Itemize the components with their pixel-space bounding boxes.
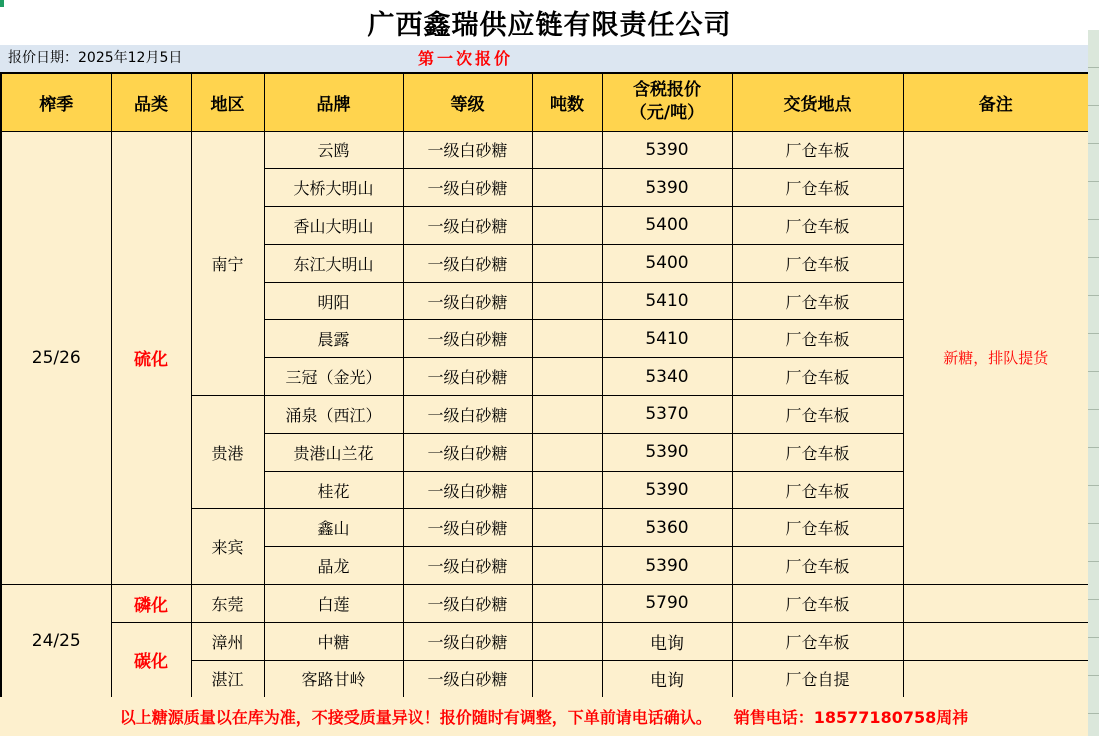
cell-price[interactable]: 5390 [602, 131, 732, 169]
cell-brand[interactable]: 香山大明山 [264, 207, 403, 245]
cell-tons[interactable] [532, 433, 602, 471]
cell-tons[interactable] [532, 622, 602, 660]
header-grade[interactable]: 等级 [403, 73, 532, 131]
cell-region-guigang[interactable]: 贵港 [191, 396, 264, 509]
cell-tons[interactable] [532, 547, 602, 585]
cell-grade[interactable]: 一级白砂糖 [403, 471, 532, 509]
header-brand[interactable]: 品牌 [264, 73, 403, 131]
cell-season-2526[interactable]: 25/26 [1, 131, 111, 585]
cell-brand[interactable]: 客路甘岭 [264, 660, 403, 698]
cell-grade[interactable]: 一级白砂糖 [403, 320, 532, 358]
cell-brand[interactable]: 中糖 [264, 622, 403, 660]
cell-grade[interactable]: 一级白砂糖 [403, 207, 532, 245]
header-tons[interactable]: 吨数 [532, 73, 602, 131]
cell-delivery[interactable]: 厂仓车板 [732, 471, 903, 509]
quote-date-label: 报价日期：2025年12月5日 [8, 50, 183, 66]
cell-tons[interactable] [532, 207, 602, 245]
header-delivery[interactable]: 交货地点 [732, 73, 903, 131]
cell-brand[interactable]: 云鸥 [264, 131, 403, 169]
price-table [0, 72, 1090, 699]
cell-grade[interactable]: 一级白砂糖 [403, 169, 532, 207]
cell-price[interactable]: 5410 [602, 320, 732, 358]
cell-delivery[interactable]: 厂仓车板 [732, 282, 903, 320]
cell-brand[interactable]: 东江大明山 [264, 244, 403, 282]
cell-delivery[interactable]: 厂仓车板 [732, 207, 903, 245]
footer-sales-phone: 销售电话：18577180758周祎 [733, 708, 969, 727]
header-category[interactable]: 品类 [111, 73, 191, 131]
cell-grade[interactable]: 一级白砂糖 [403, 282, 532, 320]
cell-delivery[interactable]: 厂仓自提 [732, 660, 903, 698]
header-row [1, 73, 1089, 131]
header-remark[interactable]: 备注 [903, 73, 1089, 131]
cell-grade[interactable]: 一级白砂糖 [403, 585, 532, 623]
header-region[interactable]: 地区 [191, 73, 264, 131]
cell-brand[interactable]: 晨露 [264, 320, 403, 358]
cell-brand[interactable]: 大桥大明山 [264, 169, 403, 207]
cell-category-carbonate[interactable]: 碳化 [111, 622, 191, 698]
cell-brand[interactable]: 涌泉（西江） [264, 396, 403, 434]
date-bar [0, 45, 1088, 72]
cell-price[interactable]: 5790 [602, 585, 732, 623]
cell-tons[interactable] [532, 471, 602, 509]
cell-price[interactable]: 5370 [602, 396, 732, 434]
cell-brand[interactable]: 贵港山兰花 [264, 433, 403, 471]
cell-delivery[interactable]: 厂仓车板 [732, 244, 903, 282]
cell-tons[interactable] [532, 244, 602, 282]
cell-delivery[interactable]: 厂仓车板 [732, 396, 903, 434]
cell-price[interactable]: 电询 [602, 660, 732, 698]
title-bar [0, 0, 1099, 45]
header-price[interactable] [602, 73, 732, 131]
cell-tons[interactable] [532, 282, 602, 320]
cell-tons[interactable] [532, 358, 602, 396]
cell-tons[interactable] [532, 131, 602, 169]
cell-region[interactable]: 漳州 [191, 622, 264, 660]
cell-tons[interactable] [532, 509, 602, 547]
header-price-line1: 含税报价 [633, 80, 701, 101]
cell-tons[interactable] [532, 320, 602, 358]
cell-delivery[interactable]: 厂仓车板 [732, 358, 903, 396]
footer-notice: 以上糖源质量以在库为准，不接受质量异议！报价随时有调整，下单前请电话确认。 [119, 708, 712, 727]
cell-brand[interactable]: 白莲 [264, 585, 403, 623]
cell-price[interactable]: 5390 [602, 471, 732, 509]
cell-price[interactable]: 5400 [602, 207, 732, 245]
cell-delivery[interactable]: 厂仓车板 [732, 509, 903, 547]
cell-remark-2526[interactable]: 新糖，排队提货 [903, 131, 1089, 585]
cell-price[interactable]: 5400 [602, 244, 732, 282]
cell-brand[interactable]: 鑫山 [264, 509, 403, 547]
cell-grade[interactable]: 一级白砂糖 [403, 358, 532, 396]
cell-grade[interactable]: 一级白砂糖 [403, 244, 532, 282]
cell-region[interactable]: 湛江 [191, 660, 264, 698]
cell-remark[interactable] [903, 622, 1089, 660]
table-row [1, 585, 1089, 623]
cell-delivery[interactable]: 厂仓车板 [732, 320, 903, 358]
cell-remark[interactable] [903, 585, 1089, 623]
cell-brand[interactable]: 晶龙 [264, 547, 403, 585]
cell-category-phosphate[interactable]: 磷化 [111, 585, 191, 623]
cell-region[interactable]: 东莞 [191, 585, 264, 623]
cell-delivery[interactable]: 厂仓车板 [732, 433, 903, 471]
cell-brand[interactable]: 桂花 [264, 471, 403, 509]
cell-price[interactable]: 5390 [602, 433, 732, 471]
cell-delivery[interactable]: 厂仓车板 [732, 169, 903, 207]
cell-price[interactable]: 5390 [602, 169, 732, 207]
cell-remark[interactable] [903, 660, 1089, 698]
cell-price[interactable]: 电询 [602, 622, 732, 660]
cell-grade[interactable]: 一级白砂糖 [403, 547, 532, 585]
sheet-edge-strip [1088, 30, 1099, 736]
cell-grade[interactable]: 一级白砂糖 [403, 660, 532, 698]
header-price-line2: （元/吨） [629, 103, 705, 124]
cell-grade[interactable]: 一级白砂糖 [403, 131, 532, 169]
cell-price[interactable]: 5360 [602, 509, 732, 547]
cell-tons[interactable] [532, 660, 602, 698]
cell-delivery[interactable]: 厂仓车板 [732, 547, 903, 585]
cell-delivery[interactable]: 厂仓车板 [732, 622, 903, 660]
cell-price[interactable]: 5390 [602, 547, 732, 585]
cell-grade[interactable]: 一级白砂糖 [403, 622, 532, 660]
cell-category-sulfur[interactable]: 硫化 [111, 131, 191, 585]
cell-region-laibin[interactable]: 来宾 [191, 509, 264, 585]
company-title: 广西鑫瑞供应链有限责任公司 [367, 10, 732, 41]
cell-tons[interactable] [532, 169, 602, 207]
cell-price[interactable]: 5340 [602, 358, 732, 396]
cell-delivery[interactable]: 厂仓车板 [732, 131, 903, 169]
cell-tons[interactable] [532, 396, 602, 434]
table-row [1, 622, 1089, 660]
cell-grade[interactable]: 一级白砂糖 [403, 396, 532, 434]
cell-tons[interactable] [532, 585, 602, 623]
table-row [1, 131, 1089, 169]
cell-brand[interactable]: 三冠（金光） [264, 358, 403, 396]
cell-region-nanning[interactable]: 南宁 [191, 131, 264, 396]
quote-round-label: 第一次报价 [418, 49, 514, 68]
footer-bar [0, 697, 1088, 736]
cell-delivery[interactable]: 厂仓车板 [732, 585, 903, 623]
header-season[interactable]: 榨季 [1, 73, 111, 131]
cell-brand[interactable]: 明阳 [264, 282, 403, 320]
cell-price[interactable]: 5410 [602, 282, 732, 320]
cell-grade[interactable]: 一级白砂糖 [403, 433, 532, 471]
cell-season-2425[interactable]: 24/25 [1, 585, 111, 698]
cell-grade[interactable]: 一级白砂糖 [403, 509, 532, 547]
